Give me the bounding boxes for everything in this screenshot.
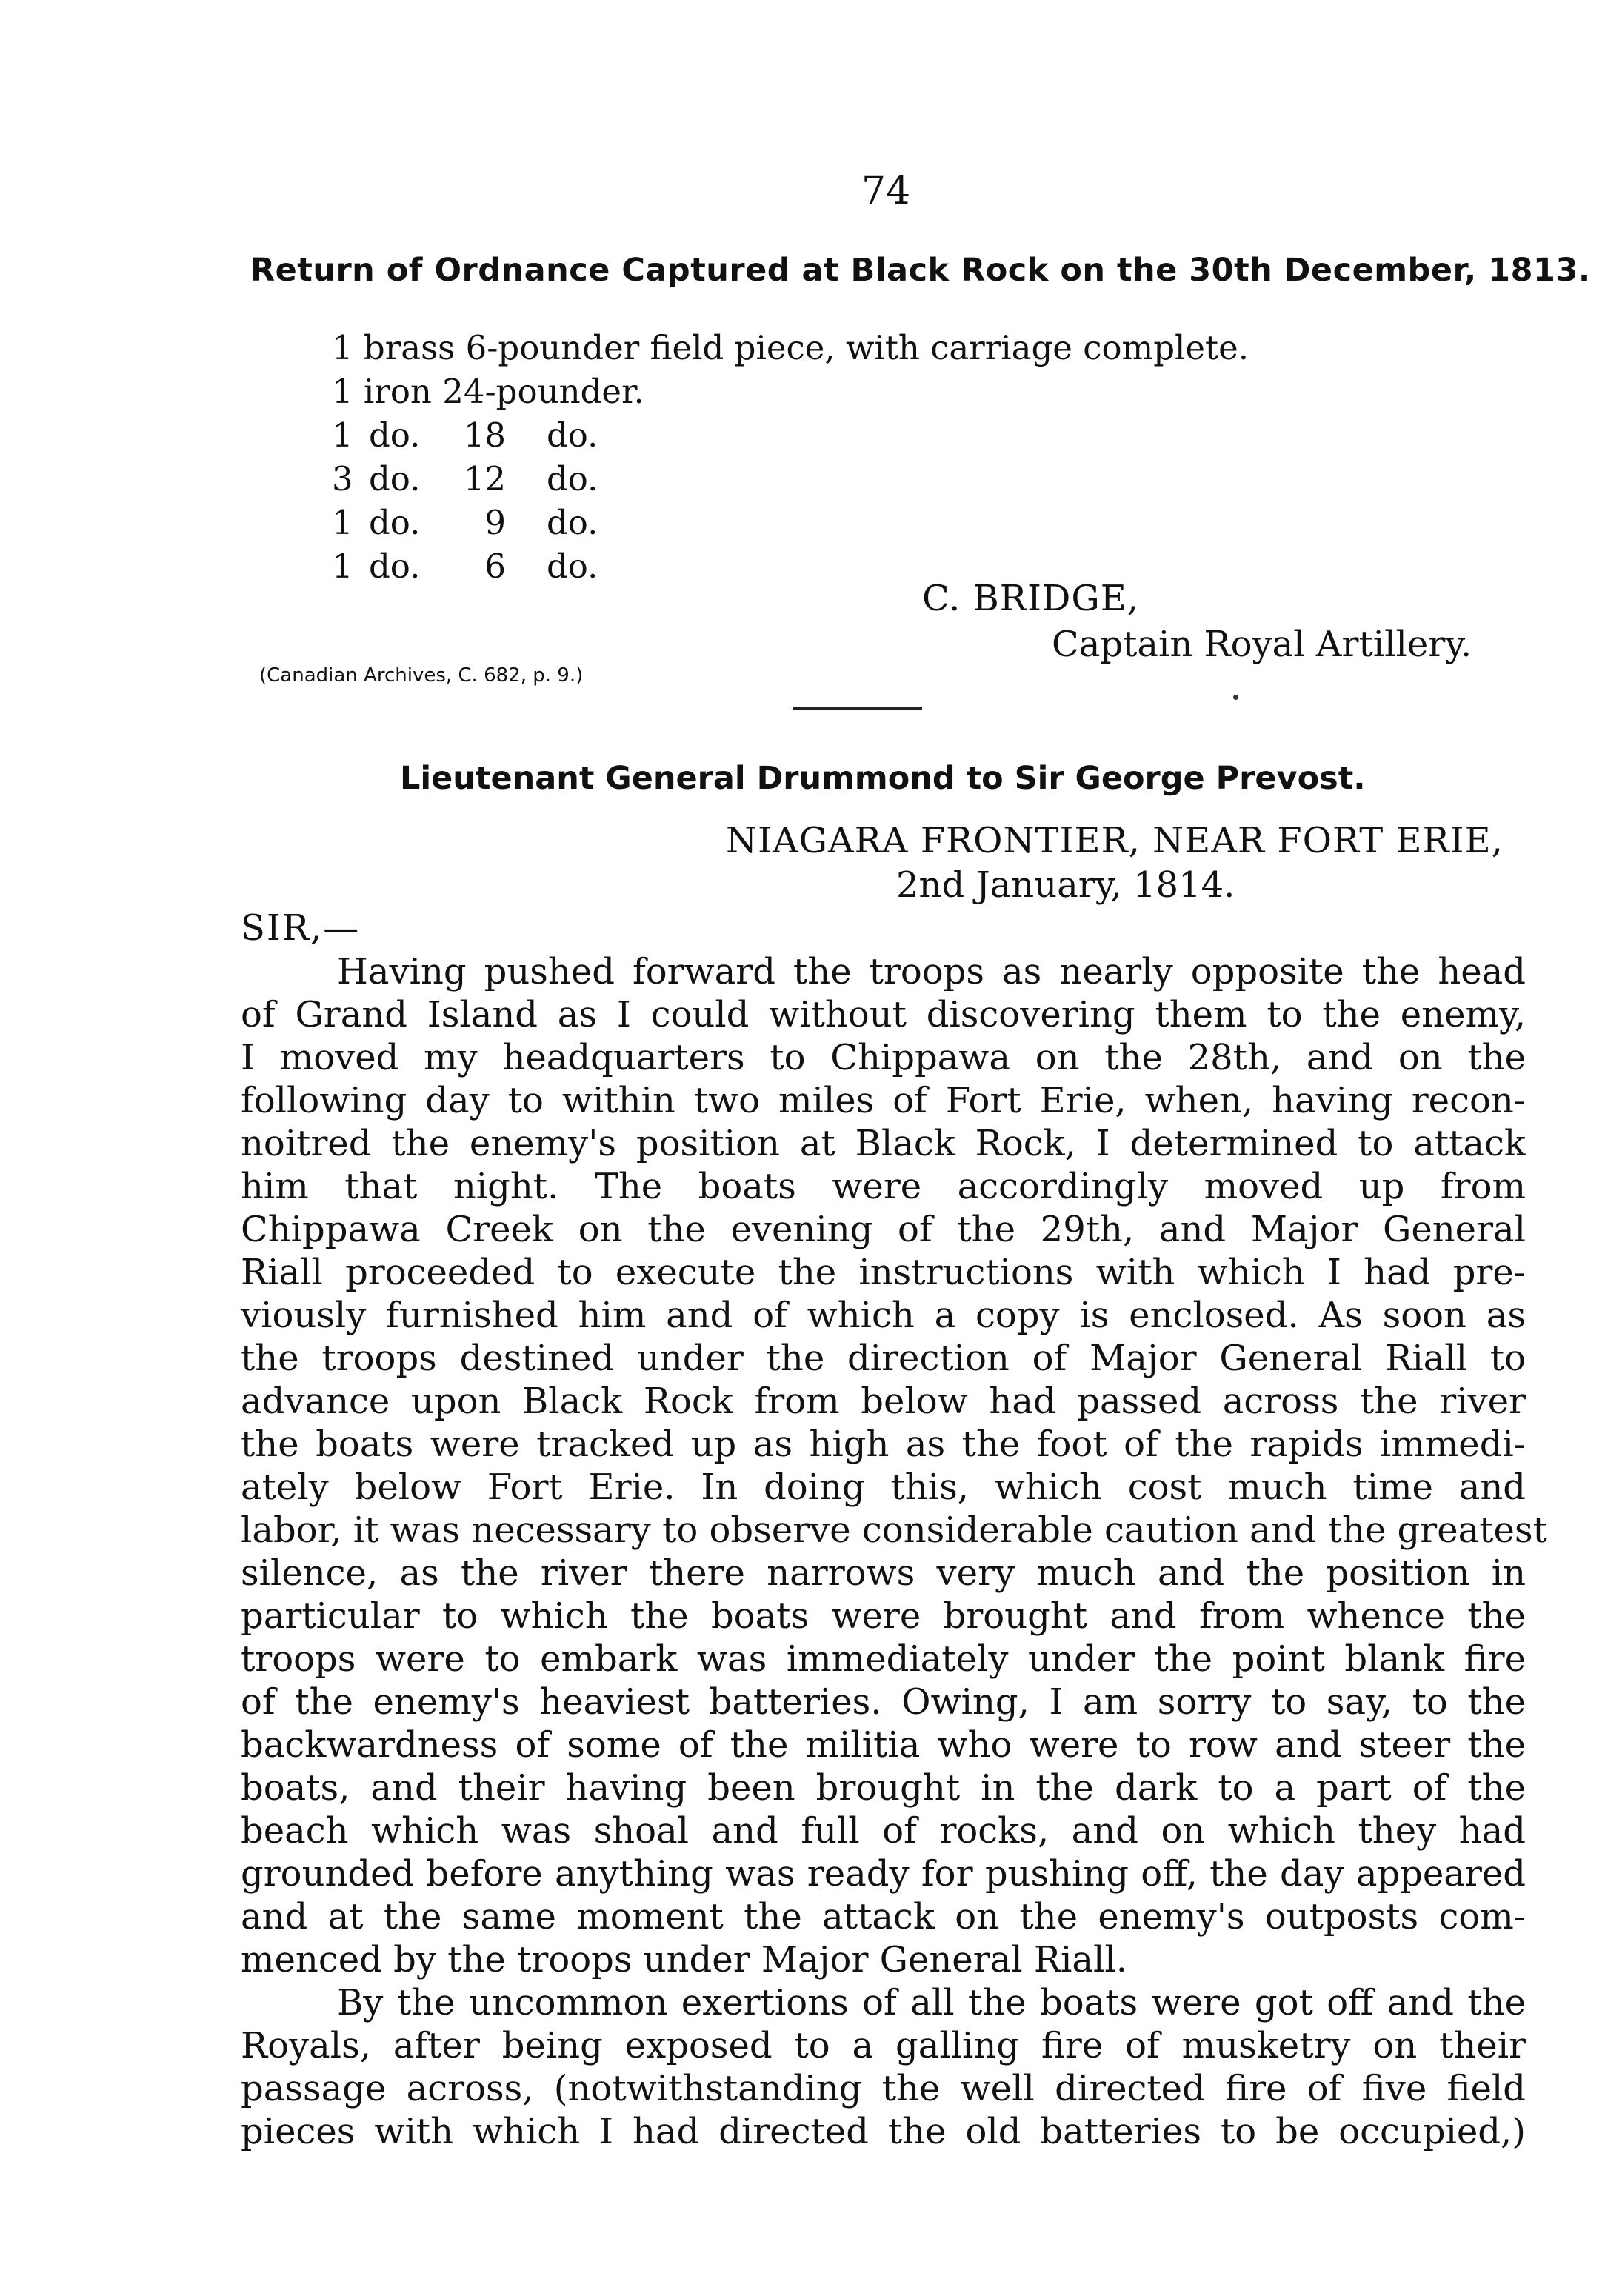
body-line: Chippawa Creek on the evening of the 29th, and Major General <box>241 1209 1526 1250</box>
ordnance-item <box>332 413 1249 457</box>
signer-name: C. BRIDGE, <box>922 578 1140 619</box>
ordnance-quantity: 3 <box>332 459 353 498</box>
page-number: 74 <box>861 169 911 213</box>
body-line: backwardness of some of the militia who were to row and steer the <box>241 1724 1526 1766</box>
ordnance-quantity: 1 <box>332 503 353 542</box>
ordnance-unit: do. <box>547 459 598 498</box>
body-line: By the uncommon exertions of all the boats were got off and the <box>337 1982 1526 2023</box>
body-line: noitred the enemy's position at Black Rock, I determined to attack <box>241 1123 1526 1164</box>
ordnance-material: do. <box>369 503 421 542</box>
ordnance-material: do. <box>369 547 421 586</box>
body-line: of Grand Island as I could without discovering them to the enemy, <box>241 994 1526 1035</box>
section-divider <box>793 707 922 710</box>
ordnance-caliber: 9 <box>484 503 506 542</box>
body-line: viously furnished him and of which a copy is enclosed. As soon as <box>241 1295 1526 1336</box>
ordnance-caliber: 12 <box>463 459 506 498</box>
body-line: grounded before anything was ready for pushing off, the day appeared <box>241 1853 1526 1895</box>
ordnance-quantity: 1 <box>332 547 353 586</box>
ordnance-caliber: 6 <box>484 547 506 586</box>
ordnance-item <box>332 501 1249 544</box>
ordnance-material: do. <box>369 459 421 498</box>
body-line: him that night. The boats were accordingly moved up from <box>241 1166 1526 1207</box>
body-line: the troops destined under the direction of Major General Riall to <box>241 1338 1526 1379</box>
letter-title: Lieutenant General Drummond to Sir George Prevost. <box>400 760 1366 797</box>
body-line: pieces with which I had directed the old batteries to be occupied,) <box>241 2111 1526 2152</box>
ordnance-list <box>332 326 1249 588</box>
body-line: of the enemy's heaviest batteries. Owing, I am sorry to say, to the <box>241 1681 1526 1723</box>
body-line: menced by the troops under Major General Riall. <box>241 1939 1127 1980</box>
ordnance-quantity: 1 <box>332 416 353 455</box>
body-line: the boats were tracked up as high as the foot of the rapids immedi- <box>241 1424 1526 1465</box>
body-line: labor, it was necessary to observe considerable caution and the greatest <box>241 1509 1547 1551</box>
body-line: and at the same moment the attack on the enemy's outposts com- <box>241 1896 1526 1938</box>
body-line: Having pushed forward the troops as nearly opposite the head <box>337 951 1526 992</box>
source-citation: (Canadian Archives, C. 682, p. 9.) <box>259 664 584 687</box>
ordnance-unit: do. <box>547 416 598 455</box>
body-line: particular to which the boats were brought and from whence the <box>241 1595 1526 1637</box>
ordnance-caliber: 18 <box>463 416 506 455</box>
ordnance-return-title: Return of Ordnance Captured at Black Rock on the 30th December, 1813. <box>250 252 1591 289</box>
body-line: ately below Fort Erie. In doing this, which cost much time and <box>241 1466 1526 1508</box>
body-line: I moved my headquarters to Chippawa on the 28th, and on the <box>241 1037 1526 1078</box>
ordnance-item: 1 brass 6-pounder field piece, with carriage complete. <box>332 328 1249 367</box>
letter-place: NIAGARA FRONTIER, NEAR FORT ERIE, <box>726 820 1504 861</box>
body-line: passage across, (notwithstanding the well directed fire of five field <box>241 2068 1526 2109</box>
body-line: troops were to embark was immediately under the point blank fire <box>241 1638 1526 1680</box>
print-speck <box>1233 695 1238 700</box>
letter-salutation: SIR,— <box>241 907 361 949</box>
ordnance-material: do. <box>369 416 421 455</box>
ordnance-unit: do. <box>547 503 598 542</box>
body-line: boats, and their having been brought in the dark to a part of the <box>241 1767 1526 1809</box>
ordnance-item <box>332 457 1249 501</box>
body-line: silence, as the river there narrows very much and the position in <box>241 1552 1526 1594</box>
ordnance-unit: do. <box>547 547 598 586</box>
body-line: beach which was shoal and full of rocks, and on which they had <box>241 1810 1526 1852</box>
signer-title: Captain Royal Artillery. <box>1052 624 1472 665</box>
body-line: following day to within two miles of Fort Erie, when, having recon- <box>241 1080 1526 1121</box>
body-line: Royals, after being exposed to a galling fire of musketry on their <box>241 2025 1526 2066</box>
body-line: Riall proceeded to execute the instructions with which I had pre- <box>241 1252 1526 1293</box>
body-line: advance upon Black Rock from below had passed across the river <box>241 1381 1526 1422</box>
ordnance-item: 1 iron 24-pounder. <box>332 372 644 411</box>
letter-date: 2nd January, 1814. <box>896 864 1235 906</box>
